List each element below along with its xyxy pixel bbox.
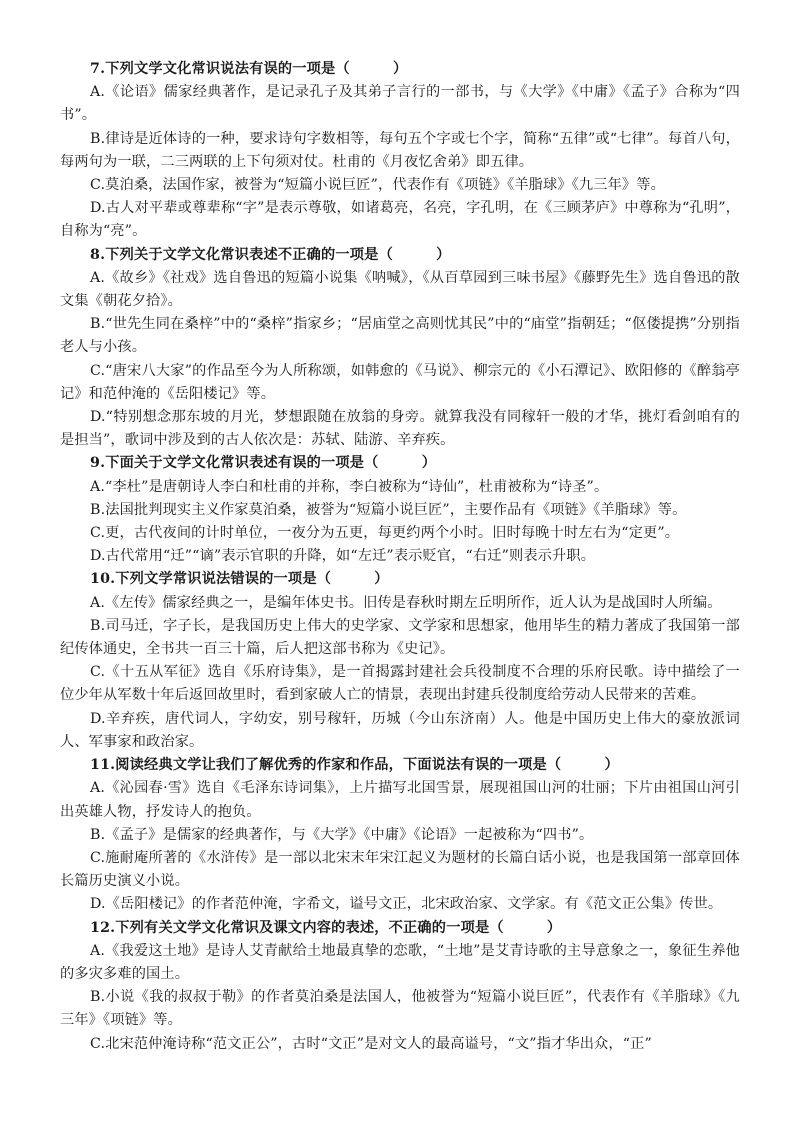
option-b: B.小说《我的叔叔于勒》的作者莫泊桑是法国人，他被誉为“短篇小说巨匠”，代表作有《羊脂球》《九三年》《项链》等。 — [60, 989, 740, 1029]
option-b: B.律诗是近体诗的一种，要求诗句字数相等，每句五个字或七个字，简称“五律”或“七律”。每首八句，每两句为一联，二三两联的上下句须对仗。杜甫的《月夜忆舍弟》即五律。 — [60, 130, 740, 170]
option-d: D.《岳阳楼记》的作者范仲淹，字希文，谥号文正，北宋政治家、文学家。有《范文正公集》传世。 — [90, 896, 723, 913]
option-a: A.《我爱这土地》是诗人艾青献给土地最真挚的恋歌，“土地”是艾青诗歌的主导意象之一，象征生养他的多灾多难的国土。 — [60, 942, 740, 982]
option-b: B.“世先生同在桑梓”中的“桑梓”指家乡；“居庙堂之高则忧其民”中的“庙堂”指朝廷；“伛偻提携”分别指老人与小孩。 — [60, 316, 740, 356]
document-page — [60, 58, 740, 1056]
question-title: 10.下列文学常识说法错误的一项是（ ） — [90, 571, 389, 588]
option-a: A.“李杜”是唐朝诗人李白和杜甫的并称，李白被称为“诗仙”，杜甫被称为“诗圣”。 — [90, 478, 609, 495]
question-title: 11.阅读经典文学让我们了解优秀的作家和作品，下面说法有误的一项是（ ） — [90, 757, 619, 774]
option-d: D.辛弃疾，唐代词人，字幼安，别号稼轩，历城（今山东济南）人。他是中国历史上伟大的豪放派词人、军事家和政治家。 — [60, 710, 740, 750]
question-9 — [60, 452, 740, 568]
option-c: C.北宋范仲淹诗称“范文正公”，古时“文正”是对文人的最高谥号，“文”指才华出众，“正” — [90, 1035, 652, 1052]
option-a: A.《左传》儒家经典之一，是编年体史书。旧传是春秋时期左丘明所作，近人认为是战国时人所编。 — [90, 594, 722, 611]
question-title: 7.下列文学文化常识说法有误的一项是（ ） — [90, 61, 408, 77]
question-7 — [60, 58, 740, 244]
option-a: A.《沁园春·雪》选自《毛泽东诗词集》，上片描写北国雪景，展现祖国山河的壮丽；下片由祖国山河引出英雄人物，抒发诗人的抱负。 — [60, 780, 740, 820]
question-8 — [60, 244, 740, 453]
option-c: C.莫泊桑，法国作家，被誉为“短篇小说巨匠”，代表作有《项链》《羊脂球》《九三年》等。 — [90, 177, 665, 194]
option-d: D.古代常用“迁”“谪”表示官职的升降，如“左迁”表示贬官，“右迁”则表示升职。 — [90, 548, 596, 565]
option-b: B.法国批判现实主义作家莫泊桑，被誉为“短篇小说巨匠”，主要作品有《项链》《羊脂球》等。 — [90, 501, 687, 518]
question-title: 8.下列关于文学文化常识表述不正确的一项是（ ） — [90, 246, 451, 263]
question-title: 9.下面关于文学文化常识表述有误的一项是（ ） — [90, 455, 437, 472]
option-d: D.“特别想念那东坡的月光，梦想跟随在放翁的身旁。就算我没有同稼轩一般的才华，挑灯看剑咱有的是担当”，歌词中涉及到的古人依次是：苏轼、陆游、辛弃疾。 — [60, 409, 740, 449]
question-title: 12.下列有关文学文化常识及课文内容的表述，不正确的一项是（ ） — [90, 919, 562, 936]
option-b: B.《孟子》是儒家的经典著作，与《大学》《中庸》《论语》一起被称为“四书”。 — [90, 826, 594, 843]
option-c: C.“唐宋八大家”的作品至今为人所称颂，如韩愈的《马说》、柳宗元的《小石潭记》、欧阳修的《醉翁亭记》和范仲淹的《岳阳楼记》等。 — [60, 362, 740, 402]
option-a: A.《故乡》《社戏》选自鲁迅的短篇小说集《呐喊》，《从百草园到三味书屋》《藤野先生》选自鲁迅的散文集《朝花夕拾》。 — [60, 269, 740, 310]
option-d: D.古人对平辈或尊辈称“字”是表示尊敬，如诸葛亮，名亮，字孔明，在《三顾茅庐》中尊称为“孔明”，自称为“亮”。 — [60, 200, 740, 240]
option-c: C.施耐庵所著的《水浒传》是一部以北宋末年宋江起义为题材的长篇白话小说，也是我国第一部章回体长篇历史演义小说。 — [60, 849, 740, 890]
option-a: A.《论语》儒家经典著作，是记录孔子及其弟子言行的一部书，与《大学》《中庸》《孟子》合称为“四书”。 — [60, 84, 740, 124]
option-b: B.司马迁，字子长，是我国历史上伟大的史学家、文学家和思想家，他用毕生的精力著成了我国第一部纪传体通史，全书共一百三十篇，后人把这部书称为《史记》。 — [60, 617, 740, 658]
question-10 — [60, 568, 740, 754]
question-12 — [60, 917, 740, 1056]
question-11 — [60, 754, 740, 916]
option-c: C.《十五从军征》选自《乐府诗集》，是一首揭露封建社会兵役制度不合理的乐府民歌。诗中描绘了一位少年从军数十年后返回故里时，看到家破人亡的情景，表现出封建兵役制度给劳动人民带来的苦难。 — [60, 664, 740, 704]
option-c: C.更，古代夜间的计时单位，一夜分为五更，每更约两个小时。旧时每晚十时左右为“定更”。 — [90, 525, 680, 542]
